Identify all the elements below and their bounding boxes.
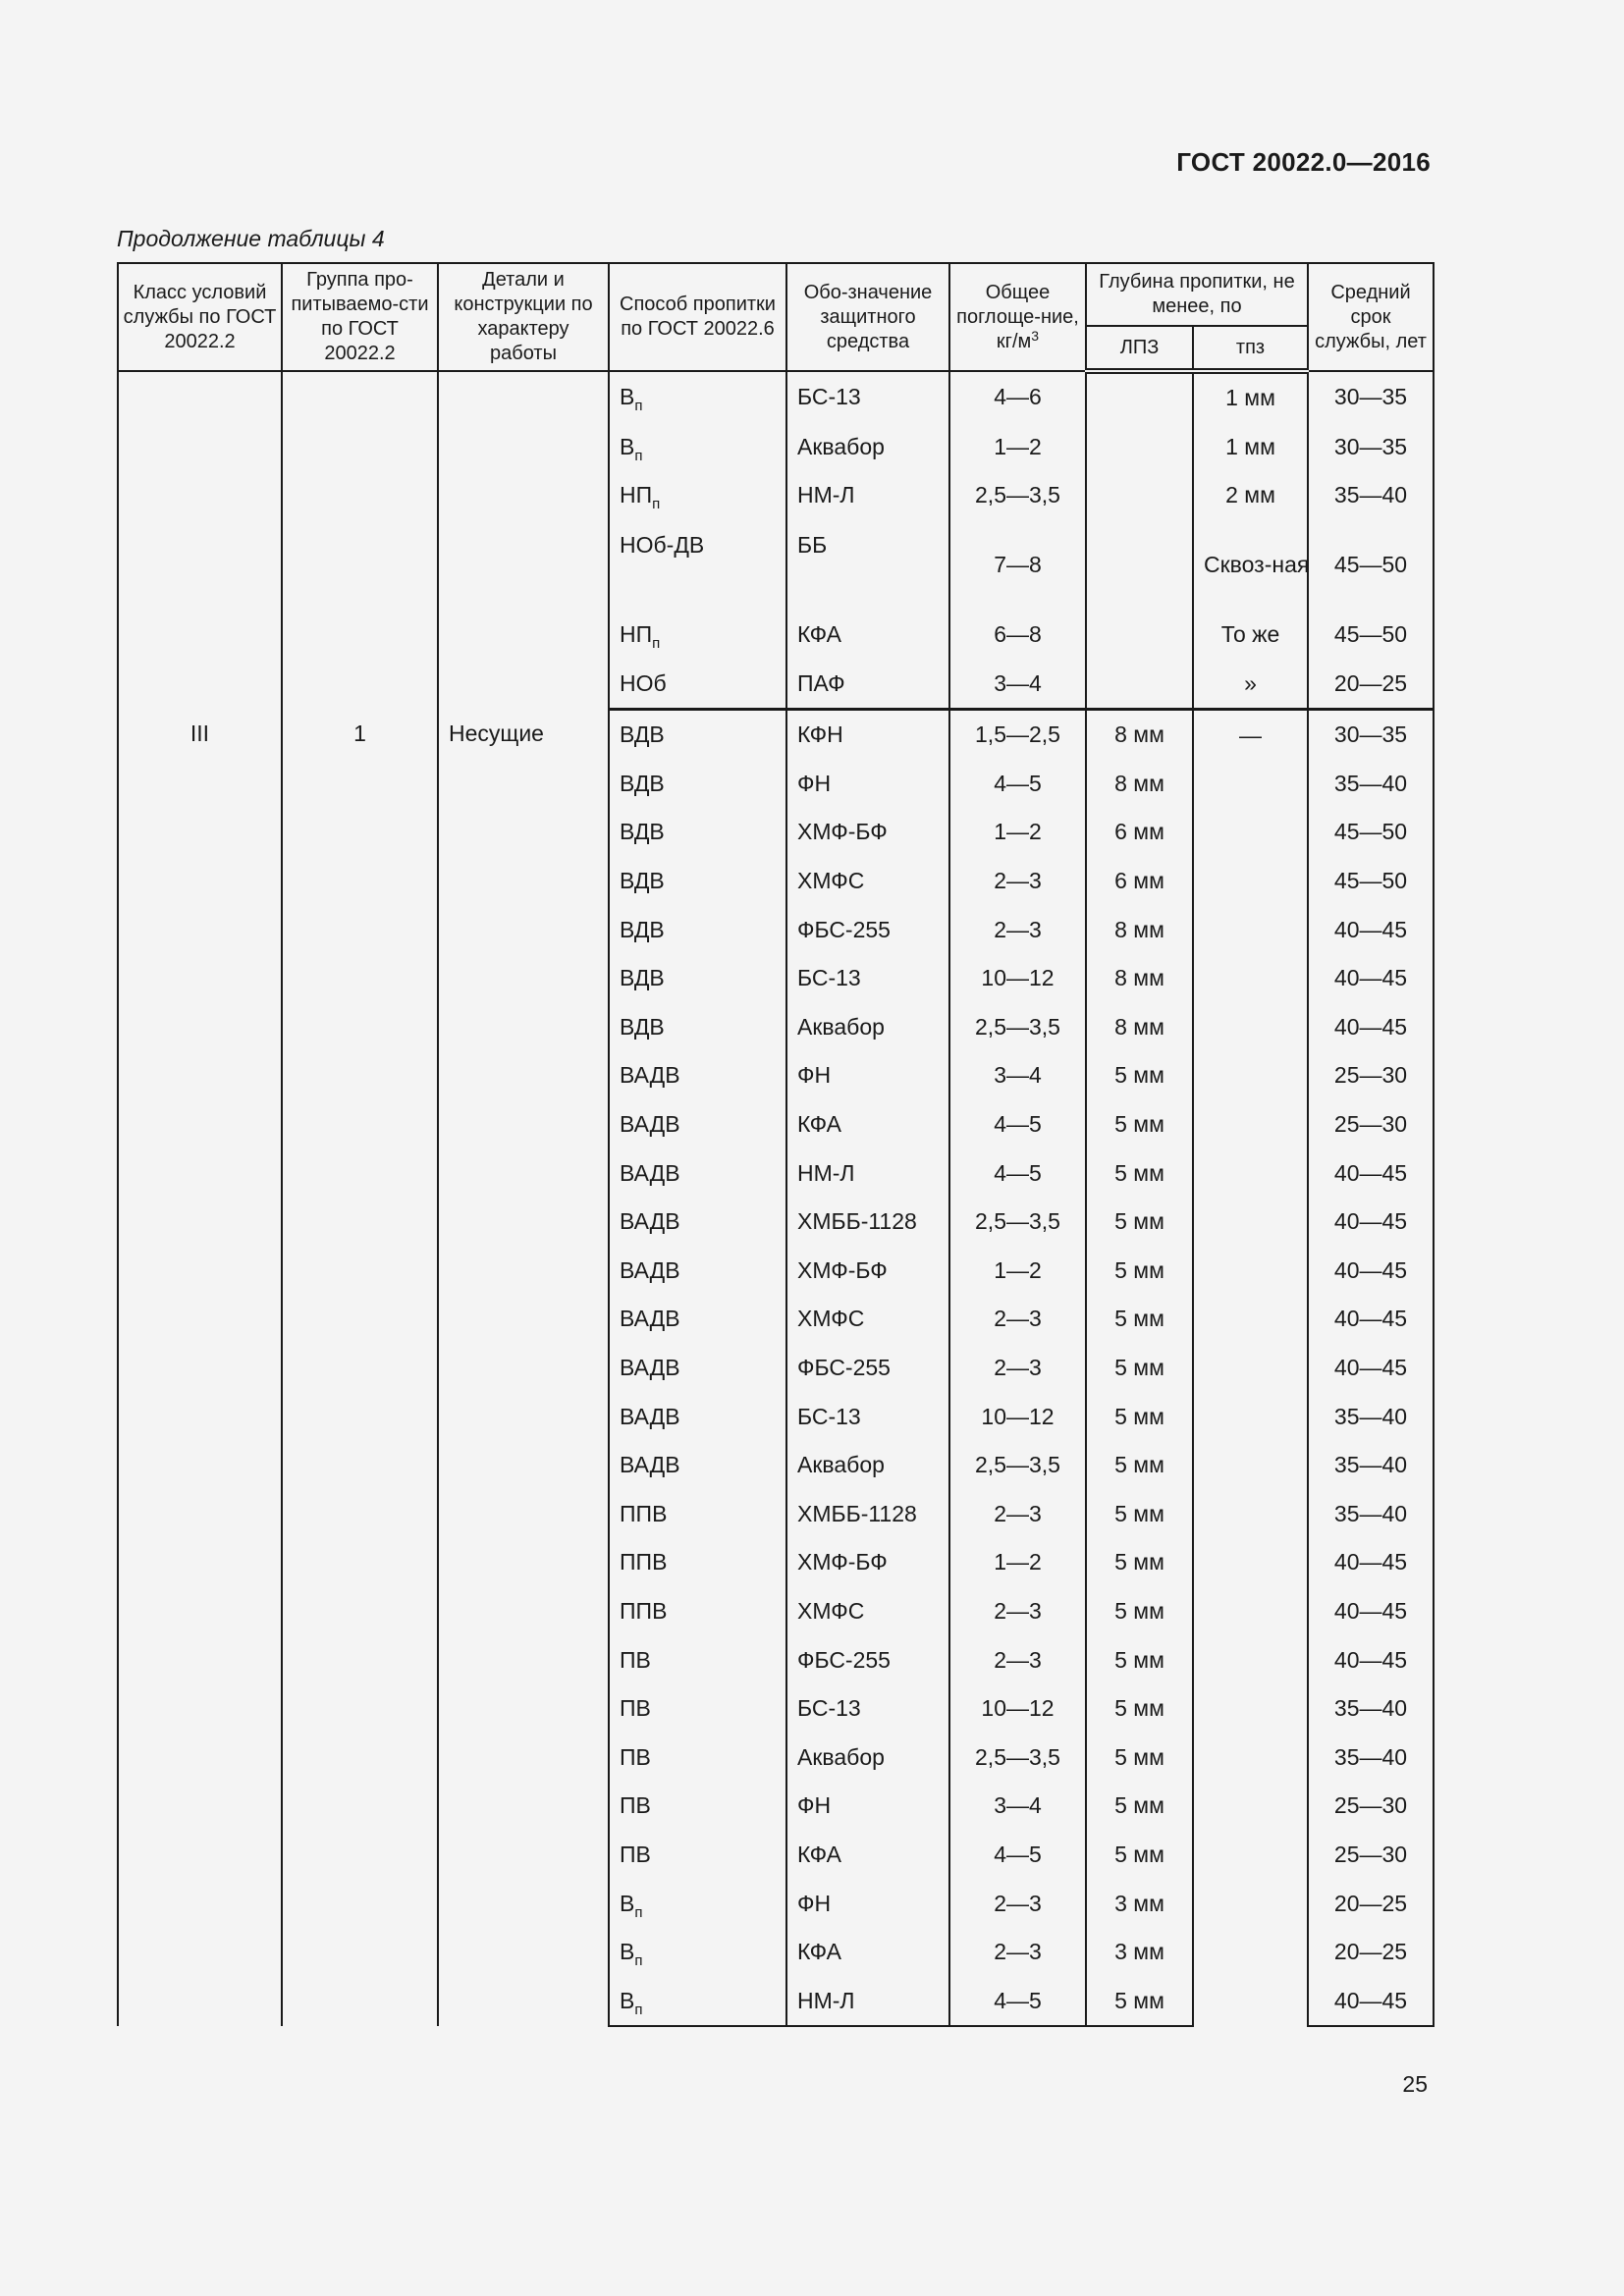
agent-cell: ФН <box>786 760 949 809</box>
agent-cell: ФБС-255 <box>786 1344 949 1393</box>
method-cell: ПВ <box>609 1684 786 1734</box>
table-row <box>118 371 1434 423</box>
absorption-cell: 2—3 <box>949 857 1086 906</box>
agent-cell: КФА <box>786 1928 949 1977</box>
absorption-cell: 1,5—2,5 <box>949 709 1086 759</box>
tpz-cell: Сквоз-ная <box>1193 520 1308 611</box>
absorption-cell: 1—2 <box>949 1247 1086 1296</box>
agent-cell: Аквабор <box>786 1003 949 1052</box>
lpz-cell: 5 мм <box>1086 1295 1193 1344</box>
lpz-cell: 8 мм <box>1086 954 1193 1003</box>
method-cell: ППВ <box>609 1538 786 1587</box>
lpz-cell: 5 мм <box>1086 1441 1193 1490</box>
agent-cell: ХМФС <box>786 1295 949 1344</box>
lpz-cell: 8 мм <box>1086 905 1193 954</box>
life-cell: 35—40 <box>1308 1441 1434 1490</box>
life-cell: 35—40 <box>1308 471 1434 520</box>
method-cell: $В_п$ <box>609 1879 786 1928</box>
method-cell: ВДВ <box>609 808 786 857</box>
header-group: Группа про-питываемо-сти по ГОСТ 20022.2 <box>282 263 438 371</box>
header-method: Способ пропитки по ГОСТ 20022.6 <box>609 263 786 371</box>
header-tpz: тпз <box>1193 326 1308 371</box>
method-cell: $НП_п$ <box>609 471 786 520</box>
method-cell: $В_п$ <box>609 371 786 423</box>
absorption-cell: 3—4 <box>949 1051 1086 1100</box>
agent-cell: ФБС-255 <box>786 905 949 954</box>
life-cell: 30—35 <box>1308 423 1434 472</box>
method-cell: ВАДВ <box>609 1051 786 1100</box>
header-absorption: Общее поглоще-ние, $кг/м^3$ <box>949 263 1086 371</box>
absorption-cell: 1—2 <box>949 1538 1086 1587</box>
method-cell: НОб <box>609 659 786 709</box>
life-cell: 25—30 <box>1308 1831 1434 1880</box>
header-lpz: ЛПЗ <box>1086 326 1193 371</box>
life-cell: 25—30 <box>1308 1051 1434 1100</box>
class-cell <box>118 371 282 709</box>
absorption-cell: 1—2 <box>949 808 1086 857</box>
life-cell: 40—45 <box>1308 1148 1434 1198</box>
method-cell: ВДВ <box>609 760 786 809</box>
absorption-cell: 2—3 <box>949 905 1086 954</box>
agent-cell: БС-13 <box>786 1392 949 1441</box>
tpz-cell: — <box>1193 709 1308 2026</box>
method-cell: ППВ <box>609 1587 786 1636</box>
agent-cell: КФН <box>786 709 949 759</box>
agent-cell: НМ-Л <box>786 1148 949 1198</box>
agent-cell: ПАФ <box>786 659 949 709</box>
lpz-cell: 5 мм <box>1086 1392 1193 1441</box>
method-cell: ВАДВ <box>609 1441 786 1490</box>
life-cell: 40—45 <box>1308 1003 1434 1052</box>
absorption-cell: 10—12 <box>949 954 1086 1003</box>
agent-cell: ХМФ-БФ <box>786 1247 949 1296</box>
life-cell: 25—30 <box>1308 1782 1434 1831</box>
absorption-cell: 2—3 <box>949 1587 1086 1636</box>
header-class: Класс условий службы по ГОСТ 20022.2 <box>118 263 282 371</box>
method-cell: ВАДВ <box>609 1295 786 1344</box>
document-code: ГОСТ 20022.0—2016 <box>1176 147 1431 177</box>
method-cell: ВДВ <box>609 905 786 954</box>
agent-cell: Аквабор <box>786 1733 949 1782</box>
agent-cell: КФА <box>786 1100 949 1149</box>
absorption-cell: 3—4 <box>949 659 1086 709</box>
life-cell: 35—40 <box>1308 1489 1434 1538</box>
absorption-cell: 2,5—3,5 <box>949 1733 1086 1782</box>
lpz-cell <box>1086 471 1193 520</box>
method-cell: НОб-ДВ <box>609 520 786 611</box>
method-cell: ВАДВ <box>609 1100 786 1149</box>
absorption-cell: 2,5—3,5 <box>949 1003 1086 1052</box>
lpz-cell <box>1086 520 1193 611</box>
lpz-cell: 5 мм <box>1086 1782 1193 1831</box>
lpz-cell <box>1086 371 1193 423</box>
agent-cell: КФА <box>786 611 949 660</box>
life-cell: 40—45 <box>1308 1295 1434 1344</box>
lpz-cell: 6 мм <box>1086 808 1193 857</box>
absorption-cell: 1—2 <box>949 423 1086 472</box>
absorption-cell: 7—8 <box>949 520 1086 611</box>
agent-cell: ХМББ-1128 <box>786 1198 949 1247</box>
agent-cell: ХМФ-БФ <box>786 1538 949 1587</box>
life-cell: 35—40 <box>1308 1392 1434 1441</box>
method-cell: ВДВ <box>609 709 786 759</box>
life-cell: 40—45 <box>1308 1538 1434 1587</box>
lpz-cell: 8 мм <box>1086 760 1193 809</box>
life-cell: 40—45 <box>1308 1247 1434 1296</box>
agent-cell: БС-13 <box>786 954 949 1003</box>
method-cell: ППВ <box>609 1489 786 1538</box>
absorption-cell: 4—5 <box>949 1976 1086 2026</box>
lpz-cell: 5 мм <box>1086 1100 1193 1149</box>
agent-cell: ББ <box>786 520 949 611</box>
agent-cell: НМ-Л <box>786 471 949 520</box>
lpz-cell: 5 мм <box>1086 1198 1193 1247</box>
lpz-cell: 5 мм <box>1086 1148 1193 1198</box>
lpz-cell: 3 мм <box>1086 1879 1193 1928</box>
absorption-cell: 4—5 <box>949 1148 1086 1198</box>
agent-cell: КФА <box>786 1831 949 1880</box>
agent-cell: ХМФС <box>786 1587 949 1636</box>
absorption-cell: 2,5—3,5 <box>949 1441 1086 1490</box>
method-cell: ПВ <box>609 1635 786 1684</box>
method-cell: ВДВ <box>609 954 786 1003</box>
method-cell: ВАДВ <box>609 1392 786 1441</box>
lpz-cell: 5 мм <box>1086 1538 1193 1587</box>
tpz-cell: » <box>1193 659 1308 709</box>
table-caption: Продолжение таблицы 4 <box>117 226 385 251</box>
agent-cell: ФН <box>786 1051 949 1100</box>
absorption-cell: 2—3 <box>949 1489 1086 1538</box>
method-cell: ПВ <box>609 1733 786 1782</box>
lpz-cell: 8 мм <box>1086 709 1193 759</box>
header-life: Средний срок службы, лет <box>1308 263 1434 371</box>
life-cell: 35—40 <box>1308 1684 1434 1734</box>
life-cell: 40—45 <box>1308 905 1434 954</box>
method-cell: ВАДВ <box>609 1148 786 1198</box>
lpz-cell: 5 мм <box>1086 1344 1193 1393</box>
method-cell: ВДВ <box>609 1003 786 1052</box>
method-cell: ВАДВ <box>609 1198 786 1247</box>
absorption-cell: 4—5 <box>949 1100 1086 1149</box>
life-cell: 40—45 <box>1308 954 1434 1003</box>
details-cell: Несущие <box>438 709 609 2026</box>
lpz-cell: 5 мм <box>1086 1733 1193 1782</box>
method-cell: $НП_п$ <box>609 611 786 660</box>
life-cell: 20—25 <box>1308 1928 1434 1977</box>
lpz-cell: 5 мм <box>1086 1976 1193 2026</box>
page-number: 25 <box>1402 2071 1428 2097</box>
tpz-cell: 2 мм <box>1193 471 1308 520</box>
lpz-cell: 5 мм <box>1086 1489 1193 1538</box>
lpz-cell: 5 мм <box>1086 1247 1193 1296</box>
absorption-cell: 2,5—3,5 <box>949 1198 1086 1247</box>
lpz-cell: 5 мм <box>1086 1635 1193 1684</box>
absorption-cell: 2—3 <box>949 1928 1086 1977</box>
lpz-cell: 5 мм <box>1086 1051 1193 1100</box>
method-cell: ВАДВ <box>609 1344 786 1393</box>
agent-cell: Аквабор <box>786 423 949 472</box>
absorption-cell: 2—3 <box>949 1344 1086 1393</box>
method-cell: ПВ <box>609 1831 786 1880</box>
lpz-cell <box>1086 423 1193 472</box>
tpz-cell: 1 мм <box>1193 423 1308 472</box>
tpz-cell: 1 мм <box>1193 371 1308 423</box>
lpz-cell <box>1086 659 1193 709</box>
life-cell: 40—45 <box>1308 1198 1434 1247</box>
absorption-cell: 10—12 <box>949 1392 1086 1441</box>
absorption-cell: 2—3 <box>949 1295 1086 1344</box>
life-cell: 40—45 <box>1308 1976 1434 2026</box>
life-cell: 35—40 <box>1308 1733 1434 1782</box>
life-cell: 30—35 <box>1308 709 1434 759</box>
agent-cell: Аквабор <box>786 1441 949 1490</box>
method-cell: $В_п$ <box>609 1928 786 1977</box>
agent-cell: БС-13 <box>786 371 949 423</box>
life-cell: 20—25 <box>1308 659 1434 709</box>
absorption-cell: 10—12 <box>949 1684 1086 1734</box>
life-cell: 40—45 <box>1308 1587 1434 1636</box>
life-cell: 45—50 <box>1308 520 1434 611</box>
lpz-cell: 5 мм <box>1086 1831 1193 1880</box>
class-cell: III <box>118 709 282 2026</box>
absorption-cell: 2—3 <box>949 1879 1086 1928</box>
absorption-cell: 2,5—3,5 <box>949 471 1086 520</box>
absorption-cell: 4—5 <box>949 1831 1086 1880</box>
details-cell <box>438 371 609 709</box>
tpz-cell: То же <box>1193 611 1308 660</box>
impregnation-table <box>117 262 1435 2027</box>
life-cell: 35—40 <box>1308 760 1434 809</box>
life-cell: 45—50 <box>1308 808 1434 857</box>
method-cell: ВАДВ <box>609 1247 786 1296</box>
lpz-cell: 6 мм <box>1086 857 1193 906</box>
method-cell: $В_п$ <box>609 1976 786 2026</box>
life-cell: 25—30 <box>1308 1100 1434 1149</box>
lpz-cell: 5 мм <box>1086 1684 1193 1734</box>
table-body <box>118 371 1434 2026</box>
absorption-cell: 4—6 <box>949 371 1086 423</box>
agent-cell: НМ-Л <box>786 1976 949 2026</box>
method-cell: $В_п$ <box>609 423 786 472</box>
method-cell: ПВ <box>609 1782 786 1831</box>
agent-cell: БС-13 <box>786 1684 949 1734</box>
agent-cell: ФН <box>786 1879 949 1928</box>
absorption-cell: 4—5 <box>949 760 1086 809</box>
absorption-cell: 6—8 <box>949 611 1086 660</box>
lpz-cell <box>1086 611 1193 660</box>
agent-cell: ФН <box>786 1782 949 1831</box>
agent-cell: ХМФ-БФ <box>786 808 949 857</box>
life-cell: 20—25 <box>1308 1879 1434 1928</box>
life-cell: 30—35 <box>1308 371 1434 423</box>
header-designation: Обо-значение защитного средства <box>786 263 949 371</box>
group-cell <box>282 371 438 709</box>
life-cell: 40—45 <box>1308 1344 1434 1393</box>
agent-cell: ХМФС <box>786 857 949 906</box>
absorption-cell: 3—4 <box>949 1782 1086 1831</box>
header-details: Детали и конструкции по характеру работы <box>438 263 609 371</box>
life-cell: 40—45 <box>1308 1635 1434 1684</box>
absorption-cell: 2—3 <box>949 1635 1086 1684</box>
table-row <box>118 709 1434 759</box>
life-cell: 45—50 <box>1308 857 1434 906</box>
agent-cell: ХМББ-1128 <box>786 1489 949 1538</box>
group-cell: 1 <box>282 709 438 2026</box>
lpz-cell: 5 мм <box>1086 1587 1193 1636</box>
lpz-cell: 8 мм <box>1086 1003 1193 1052</box>
header-depth: Глубина пропитки, не менее, по <box>1086 263 1308 326</box>
lpz-cell: 3 мм <box>1086 1928 1193 1977</box>
life-cell: 45—50 <box>1308 611 1434 660</box>
method-cell: ВДВ <box>609 857 786 906</box>
agent-cell: ФБС-255 <box>786 1635 949 1684</box>
